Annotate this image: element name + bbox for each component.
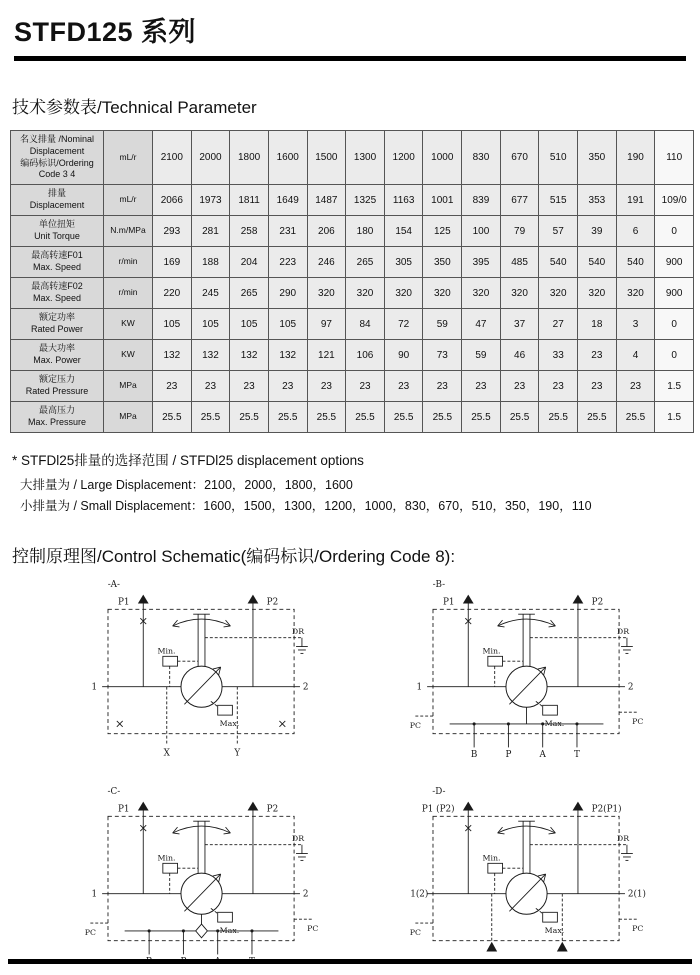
schematic-a-diagram	[78, 577, 328, 768]
dr-label: DR	[616, 833, 629, 843]
cell-value: 23	[153, 371, 192, 402]
row-label: 名义排量 /Nominal Displacement 编码标识/Ordering Code 3 4	[11, 131, 104, 185]
cell-value: 23	[346, 371, 385, 402]
cell-value: 839	[462, 185, 501, 216]
cell-value: 25.5	[346, 402, 385, 433]
cell-value: 320	[423, 278, 462, 309]
cell-value: 246	[307, 247, 346, 278]
page-title: STFD125 系列	[14, 17, 197, 47]
bottom-port-label: Y	[233, 748, 240, 759]
max-label: Max.	[544, 925, 564, 935]
row-unit: KW	[104, 309, 153, 340]
bottom-port-label: A	[539, 750, 546, 761]
tech-table-body	[11, 131, 694, 433]
bottom-port-label: T	[573, 750, 580, 761]
cell-value: 23	[384, 371, 423, 402]
cell-value: 23	[539, 371, 578, 402]
table-row	[11, 131, 694, 185]
cell-value: 1600	[268, 131, 307, 185]
cell-value: 25.5	[462, 402, 501, 433]
row-label: 最高转速F01 Max. Speed	[11, 247, 104, 278]
port-p2-label: P2	[266, 804, 278, 815]
cell-value: 1.5	[655, 371, 694, 402]
port-2-label: 2	[302, 889, 309, 900]
port-p1-label: P1	[117, 804, 130, 815]
cell-value: 320	[616, 278, 655, 309]
pc-right-label: PC	[306, 923, 318, 933]
cell-value: 293	[153, 216, 192, 247]
pc-right-label: PC	[631, 716, 643, 726]
cell-value: 485	[500, 247, 539, 278]
small-displacement-note: 小排量为 / Small Displacement：1600，1500，1300，1200，1000，830，670，510，350，190，110	[20, 499, 592, 513]
cell-value: 0	[655, 340, 694, 371]
cell-value: 2000	[191, 131, 230, 185]
max-label: Max.	[219, 718, 239, 728]
cell-value: 6	[616, 216, 655, 247]
row-label: 最高压力 Max. Pressure	[11, 402, 104, 433]
port-2-label: 2(1)	[627, 889, 646, 900]
schematic-grid	[8, 575, 692, 975]
cell-value: 132	[268, 340, 307, 371]
cell-value: 1001	[423, 185, 462, 216]
cell-value: 320	[578, 278, 617, 309]
cell-value: 59	[462, 340, 501, 371]
cell-value: 97	[307, 309, 346, 340]
swivel-arrow-icon	[172, 826, 230, 833]
cell-value: 1649	[268, 185, 307, 216]
min-label: Min.	[157, 853, 176, 863]
bottom-port-label: X	[163, 748, 170, 759]
cell-value: 23	[578, 371, 617, 402]
table-row	[11, 278, 694, 309]
cell-value: 1163	[384, 185, 423, 216]
cell-value: 1000	[423, 131, 462, 185]
dr-label: DR	[291, 833, 304, 843]
max-valve-icon	[542, 912, 557, 922]
cell-value: 57	[539, 216, 578, 247]
port-p1-triangle-icon	[462, 802, 473, 811]
cell-value: 231	[268, 216, 307, 247]
cell-value: 350	[578, 131, 617, 185]
port-2-label: 2	[627, 682, 634, 693]
cell-value: 105	[191, 309, 230, 340]
row-unit: KW	[104, 340, 153, 371]
bottom-port-label: B	[470, 750, 477, 761]
schematic-tag: -D-	[431, 786, 445, 797]
table-row	[11, 247, 694, 278]
row-unit: MPa	[104, 371, 153, 402]
table-row	[11, 402, 694, 433]
row-label: 最高转速F02 Max. Speed	[11, 278, 104, 309]
row-unit: N.m/MPa	[104, 216, 153, 247]
cell-value: 23	[191, 371, 230, 402]
port-p1-label: P1	[442, 597, 455, 608]
cell-value: 320	[384, 278, 423, 309]
max-valve-icon	[542, 705, 557, 715]
schematic-tag: -B-	[432, 579, 445, 590]
cell-value: 73	[423, 340, 462, 371]
cell-value: 1325	[346, 185, 385, 216]
swivel-arrow-icon	[497, 826, 555, 833]
swivel-arrow-icon	[172, 619, 230, 626]
cell-value: 100	[462, 216, 501, 247]
cell-value: 3	[616, 309, 655, 340]
cell-value: 188	[191, 247, 230, 278]
cell-value: 25.5	[268, 402, 307, 433]
displacement-note-title: * STFDl25排量的选择范围 / STFDl25 displacement options	[12, 453, 364, 468]
schematic-tag: -A-	[107, 579, 120, 590]
cell-value: 132	[153, 340, 192, 371]
cell-value: 2066	[153, 185, 192, 216]
cell-value: 220	[153, 278, 192, 309]
cell-value: 132	[230, 340, 269, 371]
title-rule	[14, 56, 686, 61]
row-unit: MPa	[104, 402, 153, 433]
cell-value: 320	[500, 278, 539, 309]
cell-value: 204	[230, 247, 269, 278]
min-valve-icon	[162, 656, 177, 666]
cell-value: 1200	[384, 131, 423, 185]
max-valve-icon	[217, 705, 232, 715]
cell-value: 105	[153, 309, 192, 340]
cell-value: 23	[423, 371, 462, 402]
large-displacement-note: 大排量为 / Large Displacement：2100，2000，1800，1600	[20, 478, 353, 492]
cell-value: 25.5	[578, 402, 617, 433]
cell-value: 109/0	[655, 185, 694, 216]
bottom-triangle-icon	[556, 942, 567, 952]
cell-value: 23	[230, 371, 269, 402]
cell-value: 23	[307, 371, 346, 402]
cell-value: 830	[462, 131, 501, 185]
schematic-section-title: 控制原理图/Control Schematic(编码标识/Ordering Code 8):	[12, 547, 456, 566]
cell-value: 305	[384, 247, 423, 278]
cell-value: 25.5	[153, 402, 192, 433]
cell-value: 25.5	[384, 402, 423, 433]
schematic-c-diagram	[78, 784, 328, 975]
cell-value: 25.5	[230, 402, 269, 433]
cell-value: 105	[230, 309, 269, 340]
cell-value: 90	[384, 340, 423, 371]
bottom-port-label: P	[504, 750, 511, 761]
port-1-label: 1(2)	[409, 889, 428, 900]
cell-value: 223	[268, 247, 307, 278]
cell-value: 25.5	[500, 402, 539, 433]
cell-value: 25.5	[307, 402, 346, 433]
cell-value: 25.5	[423, 402, 462, 433]
bottom-triangle-icon	[486, 942, 497, 952]
cell-value: 900	[655, 247, 694, 278]
cell-value: 4	[616, 340, 655, 371]
row-label: 额定功率 Rated Power	[11, 309, 104, 340]
cell-value: 47	[462, 309, 501, 340]
cell-value: 84	[346, 309, 385, 340]
dr-label: DR	[616, 626, 629, 636]
cell-value: 1.5	[655, 402, 694, 433]
min-valve-icon	[487, 863, 502, 873]
cell-value: 281	[191, 216, 230, 247]
port-p2-triangle-icon	[247, 595, 258, 604]
min-label: Min.	[157, 646, 176, 656]
cell-value: 33	[539, 340, 578, 371]
cell-value: 670	[500, 131, 539, 185]
max-label: Max.	[544, 718, 564, 728]
pc-right-label: PC	[631, 923, 643, 933]
min-label: Min.	[482, 853, 501, 863]
port-p2-label: P2(P1)	[591, 804, 622, 815]
port-p2-label: P2	[266, 597, 278, 608]
cell-value: 677	[500, 185, 539, 216]
port-p1-triangle-icon	[462, 595, 473, 604]
cell-value: 1500	[307, 131, 346, 185]
cell-value: 59	[423, 309, 462, 340]
cell-value: 23	[578, 340, 617, 371]
port-p1-label: P1	[117, 597, 130, 608]
cell-value: 25.5	[616, 402, 655, 433]
cell-value: 900	[655, 278, 694, 309]
cell-value: 154	[384, 216, 423, 247]
tech-section-title: 技术参数表/Technical Parameter	[12, 98, 257, 117]
port-1-label: 1	[90, 889, 97, 900]
min-valve-icon	[162, 863, 177, 873]
cell-value: 106	[346, 340, 385, 371]
check-valve-icon	[195, 924, 207, 938]
bottom-rule	[8, 959, 692, 964]
cell-value: 39	[578, 216, 617, 247]
cell-value: 72	[384, 309, 423, 340]
cell-value: 25.5	[539, 402, 578, 433]
cell-value: 320	[539, 278, 578, 309]
row-label: 排量 Displacement	[11, 185, 104, 216]
cell-value: 290	[268, 278, 307, 309]
tech-parameter-table	[10, 130, 694, 433]
cell-value: 110	[655, 131, 694, 185]
max-valve-icon	[217, 912, 232, 922]
row-label: 额定压力 Rated Pressure	[11, 371, 104, 402]
max-label: Max.	[219, 925, 239, 935]
cell-value: 1487	[307, 185, 346, 216]
pc-left-label: PC	[84, 927, 96, 937]
row-unit: mL/r	[104, 131, 153, 185]
row-label: 最大功率 Max. Power	[11, 340, 104, 371]
port-1-label: 1	[90, 682, 97, 693]
cell-value: 265	[230, 278, 269, 309]
table-row	[11, 309, 694, 340]
cell-value: 23	[268, 371, 307, 402]
cell-value: 395	[462, 247, 501, 278]
port-2-label: 2	[302, 682, 309, 693]
cell-value: 105	[268, 309, 307, 340]
port-p1-triangle-icon	[137, 595, 148, 604]
schematic-tag: -C-	[107, 786, 120, 797]
cell-value: 25.5	[191, 402, 230, 433]
cell-value: 1811	[230, 185, 269, 216]
cell-value: 0	[655, 309, 694, 340]
cell-value: 132	[191, 340, 230, 371]
table-row	[11, 340, 694, 371]
cell-value: 23	[616, 371, 655, 402]
cell-value: 320	[307, 278, 346, 309]
cell-value: 191	[616, 185, 655, 216]
row-unit: r/min	[104, 247, 153, 278]
cell-value: 23	[462, 371, 501, 402]
cell-value: 23	[500, 371, 539, 402]
schematic-b-diagram	[403, 577, 653, 768]
port-p2-label: P2	[591, 597, 603, 608]
cell-value: 353	[578, 185, 617, 216]
dr-label: DR	[291, 626, 304, 636]
table-row	[11, 371, 694, 402]
cell-value: 169	[153, 247, 192, 278]
cell-value: 27	[539, 309, 578, 340]
port-p2-triangle-icon	[572, 595, 583, 604]
cell-value: 206	[307, 216, 346, 247]
cell-value: 180	[346, 216, 385, 247]
cell-value: 79	[500, 216, 539, 247]
cell-value: 37	[500, 309, 539, 340]
cell-value: 515	[539, 185, 578, 216]
schematic-d-diagram	[403, 784, 653, 975]
swivel-arrow-icon	[497, 619, 555, 626]
table-row	[11, 216, 694, 247]
port-p1-label: P1 (P2)	[421, 804, 455, 815]
cell-value: 1973	[191, 185, 230, 216]
cell-value: 540	[578, 247, 617, 278]
row-label: 单位扭矩 Unit Torque	[11, 216, 104, 247]
cell-value: 540	[539, 247, 578, 278]
cell-value: 540	[616, 247, 655, 278]
pc-left-label: PC	[409, 927, 421, 937]
cell-value: 1300	[346, 131, 385, 185]
cell-value: 510	[539, 131, 578, 185]
cell-value: 320	[462, 278, 501, 309]
cell-value: 121	[307, 340, 346, 371]
cell-value: 265	[346, 247, 385, 278]
table-row	[11, 185, 694, 216]
cell-value: 190	[616, 131, 655, 185]
cell-value: 1800	[230, 131, 269, 185]
port-p2-triangle-icon	[247, 802, 258, 811]
row-unit: mL/r	[104, 185, 153, 216]
cell-value: 258	[230, 216, 269, 247]
cell-value: 245	[191, 278, 230, 309]
min-valve-icon	[487, 656, 502, 666]
pc-left-label: PC	[409, 720, 421, 730]
port-p2-triangle-icon	[572, 802, 583, 811]
cell-value: 320	[346, 278, 385, 309]
min-label: Min.	[482, 646, 501, 656]
cell-value: 125	[423, 216, 462, 247]
cell-value: 2100	[153, 131, 192, 185]
cell-value: 0	[655, 216, 694, 247]
cell-value: 46	[500, 340, 539, 371]
cell-value: 18	[578, 309, 617, 340]
cell-value: 350	[423, 247, 462, 278]
row-unit: r/min	[104, 278, 153, 309]
port-1-label: 1	[415, 682, 422, 693]
port-p1-triangle-icon	[137, 802, 148, 811]
